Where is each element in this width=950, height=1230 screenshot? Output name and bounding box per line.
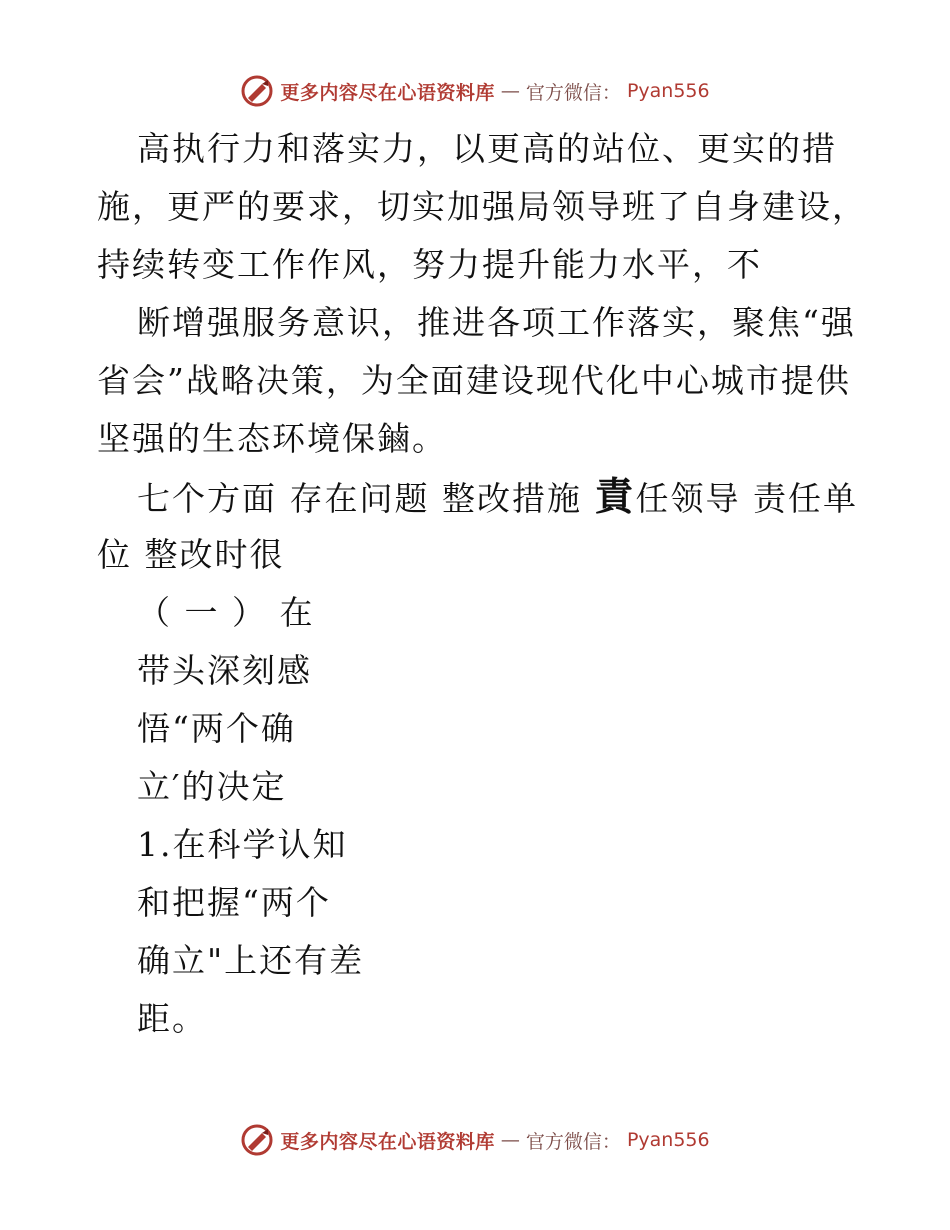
banner-text: 更多内容尽在心语资料库 xyxy=(280,81,495,104)
pen-logo-icon xyxy=(240,1123,274,1157)
document-body xyxy=(97,120,867,1048)
banner-wechat-id: Pyan556 xyxy=(626,1129,710,1151)
paragraph-line: 施，更严的要求，切实加强局领导班了自身建设， xyxy=(97,187,867,226)
paragraph-line: 高执行力和落实力，以更高的站位、更实的措 xyxy=(137,129,837,168)
banner-separator: — xyxy=(500,80,520,102)
column-line: 距。 xyxy=(137,999,207,1038)
column-line: 1.在科学认知 xyxy=(137,825,348,864)
column-line: 确立"上还有差 xyxy=(137,941,365,980)
footer-banner xyxy=(0,1120,950,1160)
table-header-big-char: 責 xyxy=(594,474,636,520)
table-header-part1: 七个方面 存在问题 整改措施 xyxy=(137,479,595,518)
table-header-part2: 任领导 责任单 xyxy=(635,479,858,518)
banner-wechat-label: 官方微信： xyxy=(525,1130,621,1153)
column-line: 和把握“两个 xyxy=(137,883,331,922)
banner-separator: — xyxy=(500,1129,520,1151)
banner-wechat-label: 官方微信： xyxy=(525,81,621,104)
paragraph-line: 省会”战略决策，为全面建设现代化中心城市提供 xyxy=(97,361,851,400)
column-line: 立′的决定 xyxy=(137,767,287,806)
header-banner xyxy=(0,71,950,111)
banner-wechat-id: Pyan556 xyxy=(626,80,710,102)
pen-logo-icon xyxy=(240,74,274,108)
table-header-line: 位 整改时很 xyxy=(97,535,285,574)
column-line: 悟“两个确 xyxy=(137,709,296,748)
banner-text: 更多内容尽在心语资料库 xyxy=(280,1130,495,1153)
paragraph-line: 断增强服务意识，推进各项工作落实，聚焦“强 xyxy=(137,303,856,342)
column-line: （ 一 ） 在 xyxy=(137,593,315,632)
column-line: 带头深刻感 xyxy=(137,651,312,690)
table-header-line xyxy=(97,468,867,526)
paragraph-line: 坚强的生态环境保鏀。 xyxy=(97,419,447,458)
paragraph-line: 持续转变工作作风，努力提升能力水平，不 xyxy=(97,245,762,284)
